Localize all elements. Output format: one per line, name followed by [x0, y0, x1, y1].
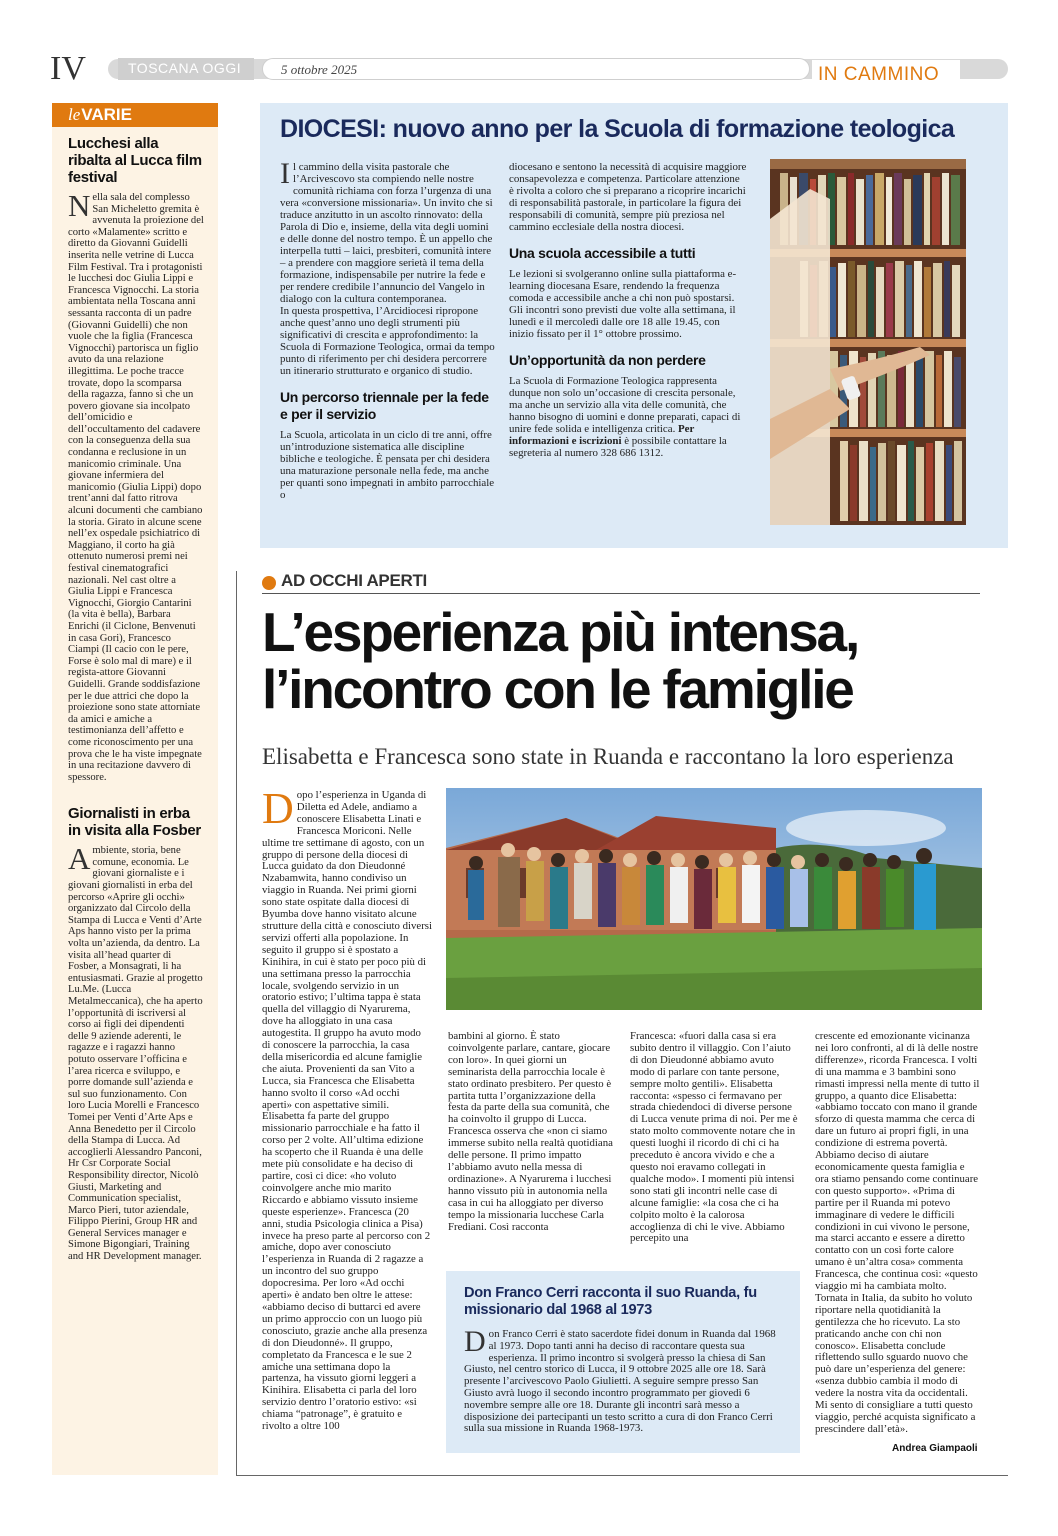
page-number: IV: [50, 50, 86, 87]
brief-film-festival: [52, 127, 218, 783]
diocesi-paragraph: [509, 375, 747, 459]
diocesi-bold-text: Per informazioni e iscrizioni: [509, 423, 695, 447]
diocesi-text: La Scuola di Formazione Teologica rappresenta dunque non solo un’occasione di crescita personale, ma anche un servizio alla vita delle comunità, che hanno bisogno di uomini e donne preparati, capaci di unire fede solida e intelligenza critica.: [509, 375, 741, 435]
issue-date: 5 ottobre 2025: [262, 58, 810, 80]
brief-body: [68, 188, 204, 783]
diocesi-subtitle: Una scuola accessibile a tutti: [509, 245, 696, 261]
article-headline: [262, 601, 859, 720]
article-column-3: Francesca: «fuori dalla casa si era subito dentro il villaggio. Con l’aiuto di don Dieudonné abbiamo avuto modo di parlare con tante persone, sempre molto gentili». Elisabetta racconta: «spesso ci fermavano per strada chiedendoci di diverse persone di Lucca venute prima di noi. Per me è stato molto commovente notare che in questi luoghi il ricordo di chi ci ha preceduto è ancora vivido e che a questo noi eravamo collegati in qualche modo». I momenti più intensi sono stati gli incontri nelle case di alcune famiglie: «la cosa che ci ha colpito molto è la calorosa accoglienza di chi le vive. Abbiamo percepito una: [630, 1030, 798, 1245]
article-kicker: AD OCCHI APERTI: [281, 571, 427, 590]
diocesi-paragraph: Le lezioni si svolgeranno online sulla piattaforma e-learning diocesana Esare, rendendo la frequenza comoda e accessibile anche a chi non può spostarsi. Gli incontri sono previsti due volte alla settimana, il lunedì e il mercoledì dalle ore 18 alle 19.45, con inizio fissato per il 1° ottobre prossimo.: [509, 268, 737, 340]
headline-line-1: L’esperienza più intensa,: [262, 601, 859, 663]
article-column-4: crescente ed emozionante vicinanza nei loro confronti, al di là delle nostre differenze», ricorda Francesca. I volti di una mamma e 3 bambini sono rimasti impressi nella mente di tutto il gruppo, a quanto dice Elisabetta: «abbiamo toccato con mano il grande sforzo di questa mamma che cerca di dare un futuro ai propri figli, in una condizione di estrema povertà. Abbiamo deciso di aiutare economicamente questa famiglia e ora stiamo pensando come continuare con questo supporto». «Prima di partire per il Ruanda mi potevo immaginare di vedere le difficili condizioni in cui vivono le persone, ma starci accanto e essere a diretto contatto con un così forte calore umano è un’altra cosa» commenta Francesca, che continua così: «questo viaggio mi ha cambiata molto. Tornata in Italia, da subito ho voluto riportare nella quotidianità la gentilezza che ho ricevuto. La sto praticando anche con chi non conosco». Elisabetta conclude riflettendo sullo sguardo nuovo che può dare un’esperienza del genere: «senza dubbio cambia il modo di vedere la nostra vita da occidentali. Mi sento di consigliare a tutti questo viaggio, perché acquista significato a prescindere dall’età».: [815, 1030, 980, 1435]
section-name: IN CAMMINO: [812, 60, 960, 90]
dropcap: A: [68, 841, 91, 877]
don-franco-box: [446, 1271, 800, 1453]
brief-title: Giornalisti in erba in visita alla Fosber: [68, 805, 201, 840]
box-title: Don Franco Cerri racconta il suo Ruanda, fu missionario dal 1968 al 1973: [464, 1285, 757, 1318]
newspaper-name: TOSCANA OGGI: [118, 58, 254, 80]
article-subhead: Elisabetta e Francesca sono state in Ruanda e raccontano la loro esperienza: [262, 744, 954, 769]
brief-fosber: [52, 797, 218, 1262]
le-varie-column: [52, 103, 218, 1475]
headline-line-2: l’incontro con le famiglie: [262, 658, 853, 720]
box-body: [464, 1325, 784, 1435]
diocesi-text: è possibile contattare la segreteria al numero 328 686 1312.: [509, 435, 727, 459]
le-varie-rubric: [52, 103, 218, 127]
group-photo: [446, 788, 982, 1010]
diocesi-title: DIOCESI: nuovo anno per la Scuola di formazione teologica: [280, 115, 955, 143]
dropcap: I: [280, 157, 290, 190]
diocesi-paragraph: diocesano e sentono la necessità di acquisire maggiore consapevolezza e competenza. Particolare attenzione è rivolta a coloro che si preparano a ricoprire incarichi di responsabilità pastorale, in particolare la figura dei responsabili di comunità, sempre più preziosa nel cammino ecclesiale della nostra diocesi.: [509, 161, 747, 233]
article-text: opo l’esperienza in Uganda di Diletta ed Adele, andiamo a conoscere Elisabetta Linati e Francesca Moriconi. Nelle ultime tre settimane di agosto, con un gruppo di persone della diocesi di Lucca guidato da don Dieudonné Nzabamwita, hanno condiviso un viaggio in Ruanda. Nei primi giorni sono state ospitate dalla diocesi di Byumba dove hanno visitato alcune strutture della città e conosciuto diversi servizi offerti alla popolazione. In seguito il gruppo si è spostato a Kinihira, in cui è stato per poco più di una settimana presso la parrocchia locale, svolgendo servizio in un oratorio estivo; l’ultima tappa è stata quella del villaggio di Nyarurema, dove ha alloggiato in una casa autogestita. Il gruppo ha avuto modo di conoscere la parrocchia, la casa della misericordia ed alcune famiglie che aiuta. Provenienti da san Vito a Lucca, sia Francesca che Elisabetta hanno svolto il corso «Ad occhi aperti» con aspettative simili. Elisabetta fa parte del gruppo missionario parrocchiale e ha fatto il corso per 2 volte. All’ultima edizione ha scoperto che il Ruanda è una delle mete più consolidate e ha deciso di partire, così ci dice: «ho voluto coinvolgere anche mio marito Riccardo e abbiamo vissuto insieme queste esperienze». Francesca (20 anni, studia Psicologia clinica a Pisa) invece ha preso parte al percorso con 2 amiche, dopo aver conosciuto l’esperienza in Ruanda di 2 ragazze a un incontro del suo gruppo dopocresima. Per loro «Ad occhi aperti» è andato ben oltre le attese: «abbiamo deciso di buttarci ed avere un primo approccio con un luogo più conosciuto, grazie anche alla presenza di don Dieudonné». Il gruppo, completato da Francesca e le sue 2 amiche una settimana dopo la partenza, ha vissuto giorni leggeri a Kinihira. Elisabetta ci parla del loro servizio dentro l’oratorio estivo: «si chiama “patronage”, è gratuito e rivolto a oltre 100: [262, 789, 432, 1433]
article-column-2: bambini al giorno. È stato coinvolgente parlare, cantare, giocare con loro». In quei giorni un seminarista della parrocchia locale è stato ordinato presbitero. Per questo è partita tutta l’organizzazione della festa da parte della sua comunità, che ha coinvolto il gruppo di Lucca. Francesca osserva che «non ci siamo immerse subito nella realtà quotidiana delle persone. Il primo impatto l’abbiamo avuto nella messa di ordinazione». A Nyarurema i lucchesi hanno vissuto più in autonomia nella casa in cui ha alloggiato per diverso tempo la missionaria lucchese Carla Frediani. Così racconta: [448, 1030, 613, 1233]
brief-title: Lucchesi alla ribalta al Lucca film festival: [68, 135, 202, 186]
library-photo: [770, 159, 966, 525]
brief-text: mbiente, storia, bene comune, economia. Le giovani giornaliste e i giovani giornalisti in erba del percorso «Aprire gli occhi» organizzato dal Circolo della Stampa di Lucca e Venti d’Arte Aps hanno visto per la prima volta un’azienda, da dentro. La visita all’head quarter di Fosber, a Monsagrati, li ha entusiasmati. Grazie al progetto Lu.Me. (Lucca Metalmeccanica), che ha aperto l’opportunità di iscriversi al corso ai figli dei dipendenti delle 9 aziende aderenti, le ragazze e i ragazzi hanno potuto osservare l’officina e l’area ricerca e sviluppo, e porre domande sull’azienda e sul suo funzionamento. Con loro Lucia Morelli e Francesco Tomei per Venti d’Arte Aps e Anna Benedetto per il Circolo della Stampa di Lucca. Ad accoglierli Alessandro Panconi, Hr Csr Corporate Social Responsibility director, Nicolò Giusti, Marketing and Communication specialist, Marco Pieri, tutor aziendale, Filippo Pierini, Group HR and General Services manager e Simone Bigongiari, Training and HR Development manager.: [68, 845, 203, 1263]
brief-body: [68, 841, 204, 1263]
dropcap: D: [464, 1325, 486, 1358]
diocesi-subtitle: Un’opportunità da non perdere: [509, 352, 706, 368]
diocesi-subtitle: Un percorso triennale per la fede e per il servizio: [280, 389, 489, 422]
diocesi-column-1: [280, 157, 496, 501]
brief-text: ella sala del complesso San Micheletto gremita è avvenuta la proiezione del corto «Malamente» scritto e diretto da Giovanni Guidelli inserita nelle vetrine di Lucca Film Festival. Tra i protagonisti le lucchesi doc Giulia Lippi e Francesca Vignocchi. La storia ambientata nella Toscana anni sessanta racconta di un padre (Giovanni Guidelli) che non vuole che la figlia (Francesca Vignocchi) partorisca un figlio avuto da una relazione illegittima. Le poche tracce trovate, dopo la scomparsa della ragazza, fanno sì che un povero giovane sia incolpato dell’omicidio e dell’occultamento del cadavere con la conseguenza della sua condanna e reclusione in un manicomio criminale. Una giovane infermiera del manicomio (Giulia Lippi) dopo trent’anni dal fatto ritrova alcuni documenti che cambiano la storia. Girato in alcune scene nell’ex ospedale psichiatrico di Maggiano, il corto ha già ottenuto numerosi premi nei festival cinematografici nazionali. Nel cast oltre a Giulia Lippi e Francesca Vignocchi, Giorgio Cantarini (la vita è bella), Barbara Enrichi (il Ciclone, Benvenuti in casa Gori), Francesco Ciampi (Il cacio con le pere, Forse è solo mal di mare) e il regista-attore Giovanni Guidelli. Grande soddisfazione per le due attrici che dopo la proiezione sono state attorniate da amici e amiche a testimonianza dell’affetto e come riconoscimento per una prova che le ha viste impegnate in una recitazione davvero di spessore.: [68, 192, 204, 783]
dropcap: N: [68, 188, 91, 223]
diocesi-text: l cammino della visita pastorale che l’Arcivescovo sta compiendo nelle nostre comunità richiama con forza l’urgenza di una vera «conversione missionaria». Un invito che si traduce anzitutto in un ascolto rinnovato: della Parola di Dio e, insieme, della vita degli uomini e delle donne del nostro tempo. È un appello che interpella tutti – laici, presbiteri, comunità intere – a prendere con maggiore serietà il tema della formazione, indispensabile per nutrire la fede e per rendere credibile l’annuncio del Vangelo in dialogo con la cultura contemporanea.: [280, 161, 493, 305]
diocesi-column-2: [509, 161, 747, 459]
kicker-dot-icon: [262, 576, 276, 590]
article-author: Andrea Giampaoli: [892, 1443, 978, 1454]
diocesi-paragraph: In questa prospettiva, l’Arcidiocesi ripropone anche quest’anno uno degli strumenti più significativi di crescita e approfondimento: la Scuola di Formazione Teologica, ormai da tempo punto di riferimento per chi desidera percorrere un itinerario strutturato e organico di studio.: [280, 305, 495, 377]
rubric-varie: VARIE: [81, 105, 132, 124]
rubric-le: le: [68, 105, 81, 124]
article-column-1: [262, 784, 432, 1433]
diocesi-box: [260, 103, 1008, 548]
dropcap: D: [262, 784, 294, 833]
diocesi-paragraph: [280, 157, 496, 305]
box-text: on Franco Cerri è stato sacerdote fidei donum in Ruanda dal 1968 al 1973. Dopo tanti anni ha deciso di raccontare questa sua esperienza. Il primo incontro si svolgerà presso la chiesa di San Giusto, nel centro storico di Lucca, il 9 ottobre 2025 alle ore 18. Sarà presente l’arcivescovo Paolo Giulietti. A seguire sempre presso San Giusto avrà luogo il secondo incontro programmato per giovedì 6 novembre sempre alle ore 18. Durante gli incontri sarà messo a disposizione dei partecipanti un testo scritto a cura di don Franco Cerri sulla sua missione in Ruanda 1968-1973.: [464, 1328, 776, 1435]
kicker-rule: [262, 593, 980, 594]
diocesi-paragraph: La Scuola, articolata in un ciclo di tre anni, offre un’introduzione sistematica alle discipline bibliche e teologiche. È pensata per chi desidera una maturazione personale nella fede, ma anche per quanti sono impegnati in ambito parrocchiale o: [280, 429, 495, 501]
